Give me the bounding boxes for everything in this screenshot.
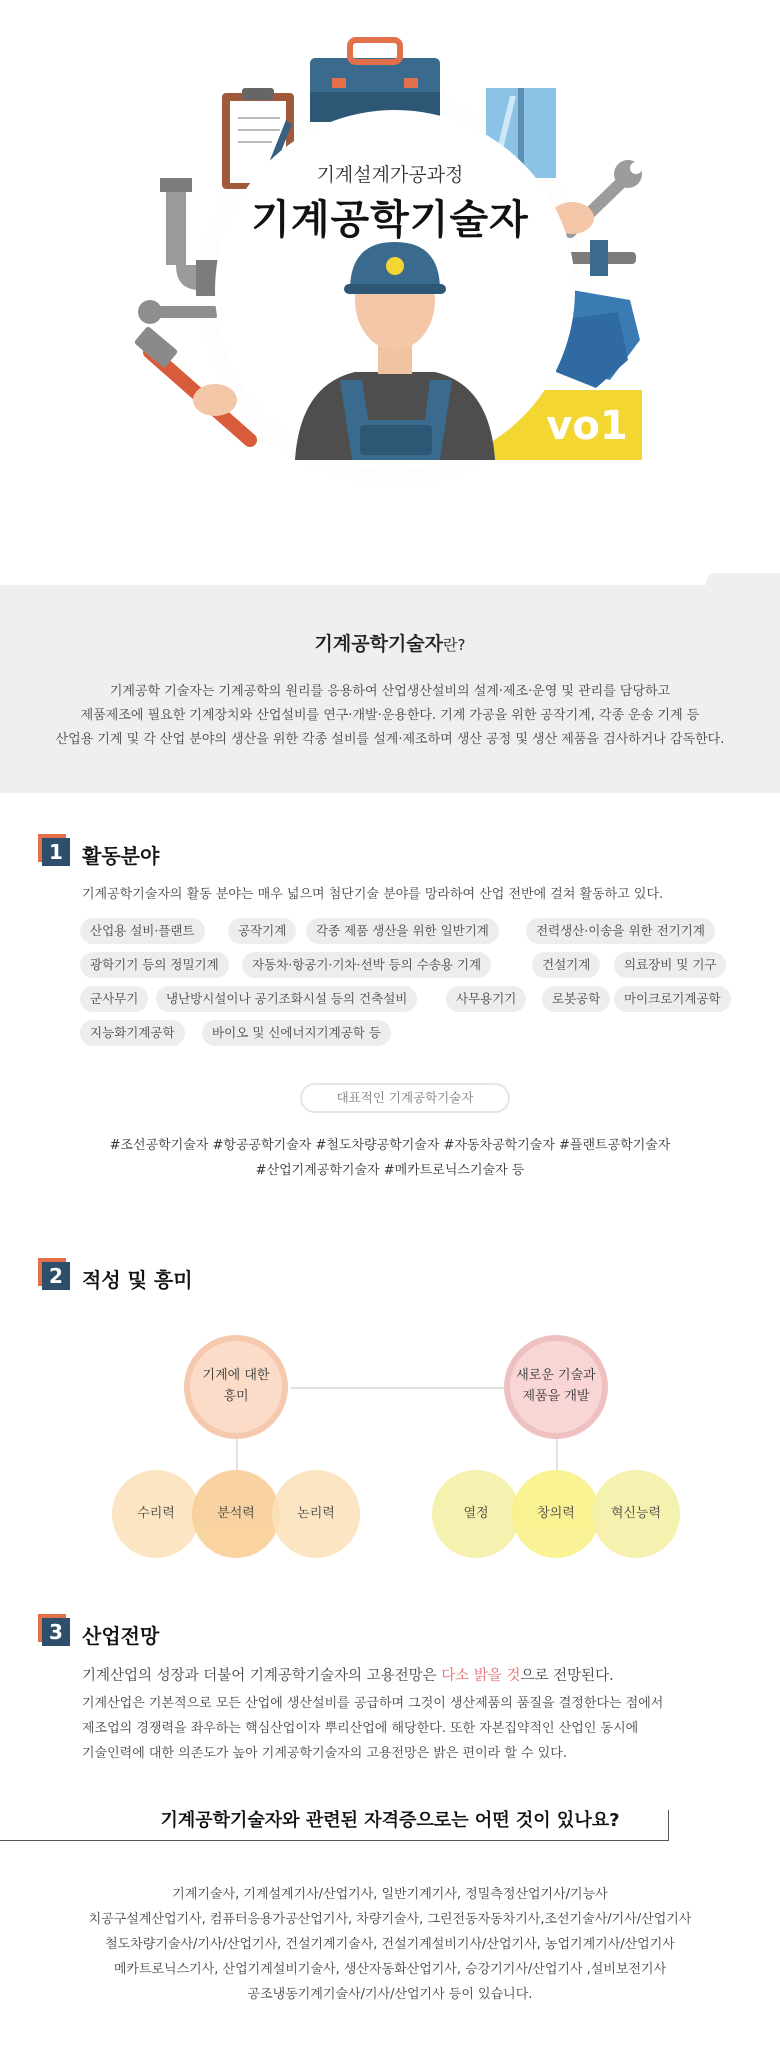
activity-chip: 마이크로기계공학 bbox=[614, 986, 731, 1012]
qualification-line: 기계기술사, 기계설계기사/산업기사, 일반기계기사, 정밀측정산업기사/기능사 bbox=[172, 1887, 608, 1902]
connector-line bbox=[290, 1387, 510, 1389]
section-number-badge bbox=[42, 1262, 70, 1290]
intro-line: 기계공학 기술자는 기계공학의 원리를 응용하여 산업생산설비의 설계·제조·운영 및 관리를 담당하고 bbox=[109, 684, 671, 699]
toolbox-icon bbox=[310, 40, 440, 122]
section-title: 산업전망 bbox=[82, 1624, 160, 1648]
activity-chip: 지능화기계공학 bbox=[80, 1020, 185, 1046]
interest-line: 흥미 bbox=[223, 1389, 249, 1404]
hero-illustration bbox=[0, 0, 780, 585]
aptitude-circle: 논리력 bbox=[272, 1470, 360, 1558]
volume-label: vo1 bbox=[546, 403, 628, 449]
activity-chip: 로봇공학 bbox=[542, 986, 610, 1012]
qualification-line: 메카트로닉스기사, 산업기계설비기술사, 생산자동화산업기사, 승강기기사/산업기사 ,설비보전기사 bbox=[113, 1962, 667, 1977]
activity-chip: 산업용 설비·플랜트 bbox=[80, 918, 205, 944]
activity-chip: 공작기계 bbox=[228, 918, 296, 944]
intro-line: 산업용 기계 및 각 산업 분야의 생산을 위한 각종 설비를 설계·제조하며 생산 공정 및 생산 제품을 검사하거나 감독한다. bbox=[55, 732, 725, 747]
intro-title bbox=[0, 629, 780, 656]
activity-chip: 자동차·항공기·기차·선박 등의 수송용 기계 bbox=[242, 952, 491, 978]
interest-circle bbox=[184, 1335, 288, 1439]
aptitude-diagram bbox=[0, 1320, 780, 1580]
intro-tab bbox=[706, 573, 780, 587]
activity-chip: 전력생산·이송을 위한 전기기계 bbox=[526, 918, 715, 944]
section-number: 1 bbox=[42, 838, 70, 866]
development-line: 새로운 기술과 bbox=[516, 1368, 596, 1384]
intro-line: 제품제조에 필요한 기계장치와 산업설비를 연구·개발·운용한다. 기계 가공을 위한 공작기계, 각종 운송 기계 등 bbox=[80, 708, 700, 723]
aptitude-circle: 수리력 bbox=[112, 1470, 200, 1558]
activity-chip: 의료장비 및 기구 bbox=[614, 952, 726, 978]
outlook-line: 기술인력에 대한 의존도가 높아 기계공학기술자의 고용전망은 밝은 편이라 할 수 있다. bbox=[82, 1746, 567, 1761]
qualification-line: 치공구설계산업기사, 컴퓨터응용가공산업기사, 차량기술사, 그린전동자동차기사,조선기술사/기사/산업기사 bbox=[88, 1912, 692, 1927]
outlook-lead bbox=[82, 1664, 614, 1685]
intro-title-main: 기계공학기술자 bbox=[314, 633, 444, 655]
aptitude-circle: 창의력 bbox=[512, 1470, 600, 1558]
outlook-line: 제조업의 경쟁력을 좌우하는 핵심산업이자 뿌리산업에 해당한다. 또한 자본집약적인 산업인 동시에 bbox=[82, 1721, 639, 1736]
outlook-line: 기계산업은 기본적으로 모든 산업에 생산설비를 공급하며 그것이 생산제품의 품질을 결정한다는 점에서 bbox=[82, 1696, 664, 1711]
section-number-badge bbox=[42, 1618, 70, 1646]
activity-chip: 광학기기 등의 정밀기계 bbox=[80, 952, 229, 978]
activity-chip: 바이오 및 신에너지기계공학 등 bbox=[202, 1020, 391, 1046]
qualification-line: 공조냉동기계기술사/기사/산업기사 등이 있습니다. bbox=[247, 1987, 533, 2002]
activity-description: 기계공학기술자의 활동 분야는 매우 넓으며 첨단기술 분야를 망라하여 산업 전반에 걸쳐 활동하고 있다. bbox=[82, 887, 664, 902]
aptitude-circle: 분석력 bbox=[192, 1470, 280, 1558]
section-title: 적성 및 흥미 bbox=[82, 1268, 193, 1292]
representative-label: 대표적인 기계공학기술자 bbox=[300, 1083, 510, 1113]
hero-subtitle: 기계설계가공과정 bbox=[316, 164, 464, 186]
qualifications-underline bbox=[0, 1840, 668, 1841]
activity-chip: 건설기계 bbox=[532, 952, 600, 978]
hero-banner bbox=[0, 0, 780, 585]
section-title: 활동분야 bbox=[82, 844, 160, 868]
section-number: 2 bbox=[42, 1262, 70, 1290]
qualification-line: 철도차량기술사/기사/산업기사, 건설기계기술사, 건설기계설비기사/산업기사, 농업기계기사/산업기사 bbox=[105, 1937, 675, 1952]
activity-chip: 사무용기기 bbox=[446, 986, 526, 1012]
activity-chip: 각종 제품 생산을 위한 일반기계 bbox=[306, 918, 499, 944]
aptitude-circle: 열정 bbox=[432, 1470, 520, 1558]
outlook-lead-text: 기계산업의 성장과 더불어 기계공학기술자의 고용전망은 bbox=[82, 1668, 442, 1684]
interest-line: 기계에 대한 bbox=[202, 1368, 270, 1384]
intro-section bbox=[0, 585, 780, 793]
section-number-badge bbox=[42, 838, 70, 866]
outlook-lead-text: 으로 전망된다. bbox=[520, 1668, 614, 1684]
tag-line: #조선공학기술자 #항공공학기술자 #철도차량공학기술자 #자동차공학기술자 #플랜트공학기술자 bbox=[109, 1138, 671, 1153]
intro-title-suffix: 란? bbox=[443, 636, 466, 654]
outlook-highlight: 다소 밝을 것 bbox=[441, 1668, 521, 1684]
development-circle bbox=[504, 1335, 608, 1439]
development-line: 제품을 개발 bbox=[522, 1389, 590, 1404]
qualifications-title: 기계공학기술자와 관련된 자격증으로는 어떤 것이 있나요? bbox=[160, 1810, 620, 1831]
aptitude-circle: 혁신능력 bbox=[592, 1470, 680, 1558]
activity-chip: 군사무기 bbox=[80, 986, 148, 1012]
tag-line: #산업기계공학기술자 #메카트로닉스기술자 등 bbox=[255, 1163, 525, 1178]
hero-title: 기계공학기술자 bbox=[251, 197, 529, 243]
section-number: 3 bbox=[42, 1618, 70, 1646]
activity-chip: 냉난방시설이나 공기조화시설 등의 건축설비 bbox=[156, 986, 417, 1012]
qualifications-corner bbox=[668, 1810, 669, 1841]
